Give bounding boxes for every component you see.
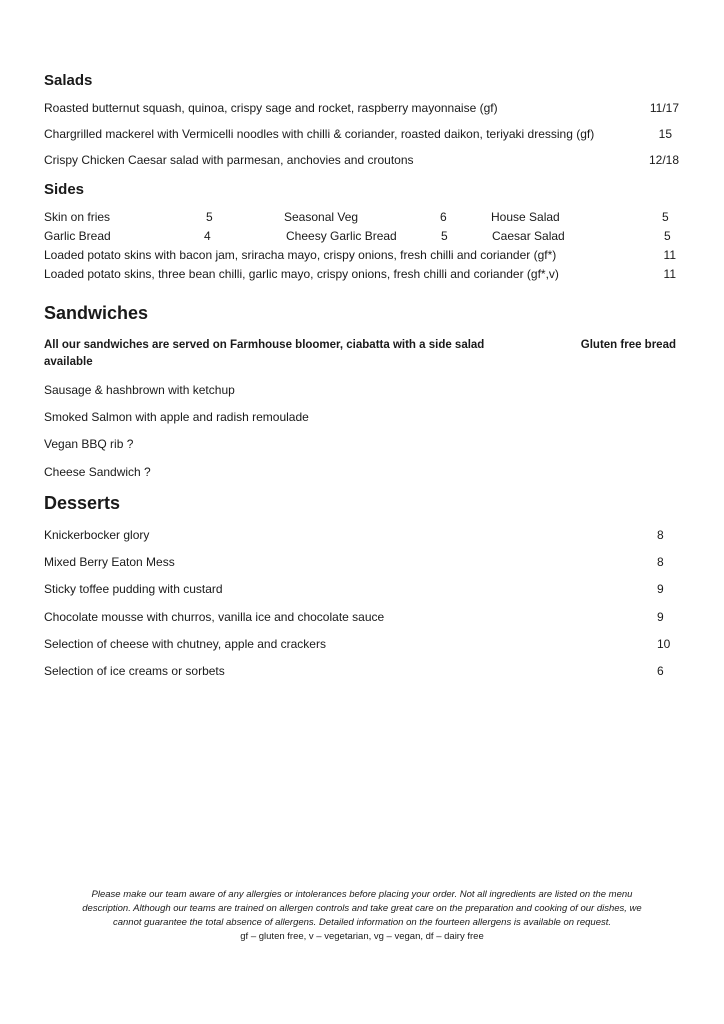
disclaimer-line: cannot guarantee the total absence of allergens. Detailed information on the fourteen allergens is available on request. [112,917,612,928]
salad-item-price: 12/18 [648,153,679,167]
salad-item-name: Chargrilled mackerel with Vermicelli noodles with chilli & coriander, roasted daikon, teriyaki dressing (gf) [44,127,595,141]
sides-heading: Sides [44,181,85,198]
disclaimer-line: description. Although our teams are trained on allergen controls and take great care on the preparation and cooking of our dishes, we [82,903,642,914]
allergen-disclaimer [40,888,684,944]
side-item-price: 5 [664,229,671,243]
side-item-name: Garlic Bread [44,229,111,243]
dessert-item-name: Knickerbocker glory [44,528,150,542]
side-item-name: House Salad [491,210,560,224]
dessert-item-price: 8 [657,555,664,569]
dessert-item-name: Selection of cheese with chutney, apple and crackers [44,637,326,651]
dessert-item-price: 9 [657,582,664,596]
sandwich-item: Smoked Salmon with apple and radish remoulade [44,410,309,424]
side-item-name: Cheesy Garlic Bread [286,229,397,243]
desserts-heading: Desserts [44,493,121,513]
side-item-price: 11 [663,267,676,281]
dessert-item-price: 10 [657,637,671,651]
dessert-item-price: 6 [657,664,664,678]
salads-heading: Salads [44,72,93,89]
dessert-item-price: 9 [657,610,664,624]
side-item-price: 5 [441,229,448,243]
dessert-item-name: Mixed Berry Eaton Mess [44,555,175,569]
sandwich-item: Sausage & hashbrown with ketchup [44,383,235,397]
side-item-name: Skin on fries [44,210,111,224]
side-item-price: 5 [206,210,213,224]
sandwich-item: Cheese Sandwich ? [44,465,151,479]
dietary-key: gf – gluten free, v – vegetarian, vg – vegan, df – dairy free [240,931,484,942]
sandwiches-note-gluten-free: Gluten free bread [580,339,676,351]
side-item-price: 5 [662,210,669,224]
side-item-name: Seasonal Veg [284,210,359,224]
dessert-item-name: Chocolate mousse with churros, vanilla ice and chocolate sauce [44,610,385,624]
side-item-price: 11 [663,248,676,262]
sandwiches-note-continued: available [44,356,93,368]
disclaimer-line: Please make our team aware of any allergies or intolerances before placing your order. Not all ingredients are listed on the menu [91,889,633,900]
salad-item-name: Crispy Chicken Caesar salad with parmesan, anchovies and croutons [44,153,414,167]
dessert-item-name: Selection of ice creams or sorbets [44,664,225,678]
sandwiches-note: All our sandwiches are served on Farmhouse bloomer, ciabatta with a side salad [44,339,485,351]
salad-item-price: 15 [658,127,672,141]
salad-item-name: Roasted butternut squash, quinoa, crispy sage and rocket, raspberry mayonnaise (gf) [44,101,498,115]
sandwich-item: Vegan BBQ rib ? [44,437,134,451]
side-item-name: Loaded potato skins, three bean chilli, garlic mayo, crispy onions, fresh chilli and coriander (gf*,v) [44,267,559,281]
side-item-name: Loaded potato skins with bacon jam, sriracha mayo, crispy onions, fresh chilli and coriander (gf*) [44,248,557,262]
salad-item-price: 11/17 [649,101,679,115]
side-item-price: 6 [440,210,447,224]
dessert-item-price: 8 [657,528,664,542]
sandwiches-heading: Sandwiches [44,303,149,323]
dessert-item-name: Sticky toffee pudding with custard [44,582,223,596]
side-item-price: 4 [204,229,211,243]
side-item-name: Caesar Salad [492,229,565,243]
